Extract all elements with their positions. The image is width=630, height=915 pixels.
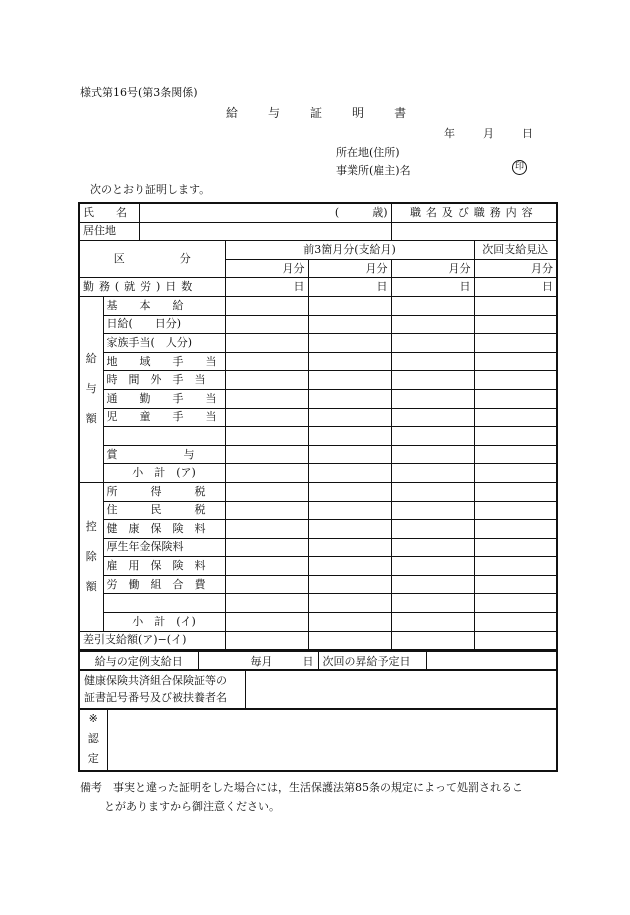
title-char: 給 xyxy=(226,106,239,120)
insurance-field[interactable] xyxy=(245,670,557,709)
category-label: 区 分 xyxy=(79,241,225,278)
every-month-label: 毎月 xyxy=(250,654,273,668)
deduction-row xyxy=(79,594,557,613)
net-pay-row xyxy=(79,631,557,650)
workdays-row xyxy=(79,278,557,297)
next-raise-field[interactable] xyxy=(426,651,557,670)
next-payment-label: 次回支給見込 xyxy=(474,241,557,260)
approval-table xyxy=(78,708,558,772)
approval-label: ※ 認 定 xyxy=(79,709,107,771)
net-pay-label: 差引支給額(ア)−(イ) xyxy=(79,631,225,650)
salary-row xyxy=(79,352,557,371)
deduction-subtotal-label: 小 計 (イ) xyxy=(103,613,225,632)
salary-item-label: 通 勤 手 当 xyxy=(103,389,225,408)
deduction-item-label: 労 働 組 合 費 xyxy=(103,575,225,594)
business-name-label: 事業所(雇主)名 xyxy=(336,164,411,177)
regular-pay-day-label: 給与の定例支給日 xyxy=(79,651,198,670)
deduction-item-label[interactable] xyxy=(103,594,225,613)
title-char: 書 xyxy=(394,106,407,120)
name-row xyxy=(79,203,557,222)
salary-row xyxy=(79,445,557,464)
salary-item-label: 児 童 手 当 xyxy=(103,408,225,427)
deduction-subtotal-row xyxy=(79,613,557,632)
payday-row xyxy=(79,651,557,670)
salary-group-label: 給 与 額 xyxy=(79,296,103,482)
title-char: 証 xyxy=(310,106,323,120)
salary-item-label: 賞 与 xyxy=(103,445,225,464)
deduction-row xyxy=(79,520,557,539)
workdays-label: 勤務(就労)日数 xyxy=(79,278,225,297)
form-number: 様式第16号(第3条関係) xyxy=(80,86,198,99)
job-field[interactable] xyxy=(391,222,557,241)
deduction-item-label: 所 得 税 xyxy=(103,482,225,501)
deduction-row xyxy=(79,538,557,557)
day-label: 日 xyxy=(302,654,314,668)
month-unit: 月分 xyxy=(225,259,308,278)
deduction-row xyxy=(79,575,557,594)
seal-icon: 印 xyxy=(512,160,527,175)
pay-day-field[interactable] xyxy=(198,651,318,670)
deduction-row xyxy=(79,501,557,520)
title-char: 明 xyxy=(352,106,365,120)
salary-subtotal-row xyxy=(79,464,557,483)
remarks-line-2: とがありますから御注意ください。 xyxy=(104,800,280,813)
salary-row xyxy=(79,296,557,315)
day-label: 日 xyxy=(522,127,533,140)
month-label: 月 xyxy=(483,127,494,140)
salary-item-label: 地 域 手 当 xyxy=(103,352,225,371)
salary-row xyxy=(79,371,557,390)
date-line xyxy=(444,125,561,141)
remarks xyxy=(80,778,523,816)
year-label: 年 xyxy=(444,127,455,140)
deduction-item-label: 厚生年金保険料 xyxy=(103,538,225,557)
residence-row xyxy=(79,222,557,241)
salary-row xyxy=(79,389,557,408)
insurance-row xyxy=(79,670,557,709)
salary-item-label: 日給( 日分) xyxy=(103,315,225,334)
salary-row xyxy=(79,427,557,446)
salary-item-label: 時 間 外 手 当 xyxy=(103,371,225,390)
day-unit: 日 xyxy=(308,278,391,297)
salary-item-label: 家族手当( 人分) xyxy=(103,334,225,353)
deduction-row xyxy=(79,557,557,576)
day-unit: 日 xyxy=(474,278,557,297)
deduction-item-label: 雇 用 保 険 料 xyxy=(103,557,225,576)
intro-text: 次のとおり証明します。 xyxy=(90,183,211,196)
residence-field[interactable] xyxy=(139,222,391,241)
age-label: ( 歳) xyxy=(334,205,388,219)
salary-subtotal-label: 小 計 (ア) xyxy=(103,464,225,483)
month-unit: 月分 xyxy=(308,259,391,278)
category-header-row xyxy=(79,241,557,260)
document-title xyxy=(226,104,436,121)
deduction-group-label: 控 除 額 xyxy=(79,482,103,631)
deduction-item-label: 健 康 保 険 料 xyxy=(103,520,225,539)
prev3-months-label: 前3箇月分(支給月) xyxy=(225,241,474,260)
day-unit: 日 xyxy=(391,278,474,297)
insurance-label: 健康保険共済組合保険証等の 証書記号番号及び被扶養者名 xyxy=(79,670,245,709)
address-label: 所在地(住所) xyxy=(336,146,400,159)
salary-certificate-table xyxy=(78,202,558,651)
approval-row xyxy=(79,709,557,771)
salary-item-label: 基 本 給 xyxy=(103,296,225,315)
next-raise-label: 次回の昇給予定日 xyxy=(318,651,426,670)
salary-row xyxy=(79,315,557,334)
salary-row xyxy=(79,334,557,353)
month-unit: 月分 xyxy=(474,259,557,278)
payday-table xyxy=(78,650,558,671)
month-unit: 月分 xyxy=(391,259,474,278)
salary-row xyxy=(79,408,557,427)
deduction-item-label: 住 民 税 xyxy=(103,501,225,520)
day-unit: 日 xyxy=(225,278,308,297)
remarks-line-1: 備考 事実と違った証明をした場合には，生活保護法第85条の規定によって処罰されるこ xyxy=(80,781,523,794)
job-label: 職名及び職務内容 xyxy=(391,203,557,222)
name-label: 氏 名 xyxy=(79,203,139,222)
title-char: 与 xyxy=(268,106,281,120)
name-field[interactable] xyxy=(139,203,391,222)
insurance-table xyxy=(78,669,558,710)
residence-label: 居住地 xyxy=(79,222,139,241)
approval-field[interactable] xyxy=(107,709,557,771)
deduction-row xyxy=(79,482,557,501)
salary-item-label[interactable] xyxy=(103,427,225,446)
